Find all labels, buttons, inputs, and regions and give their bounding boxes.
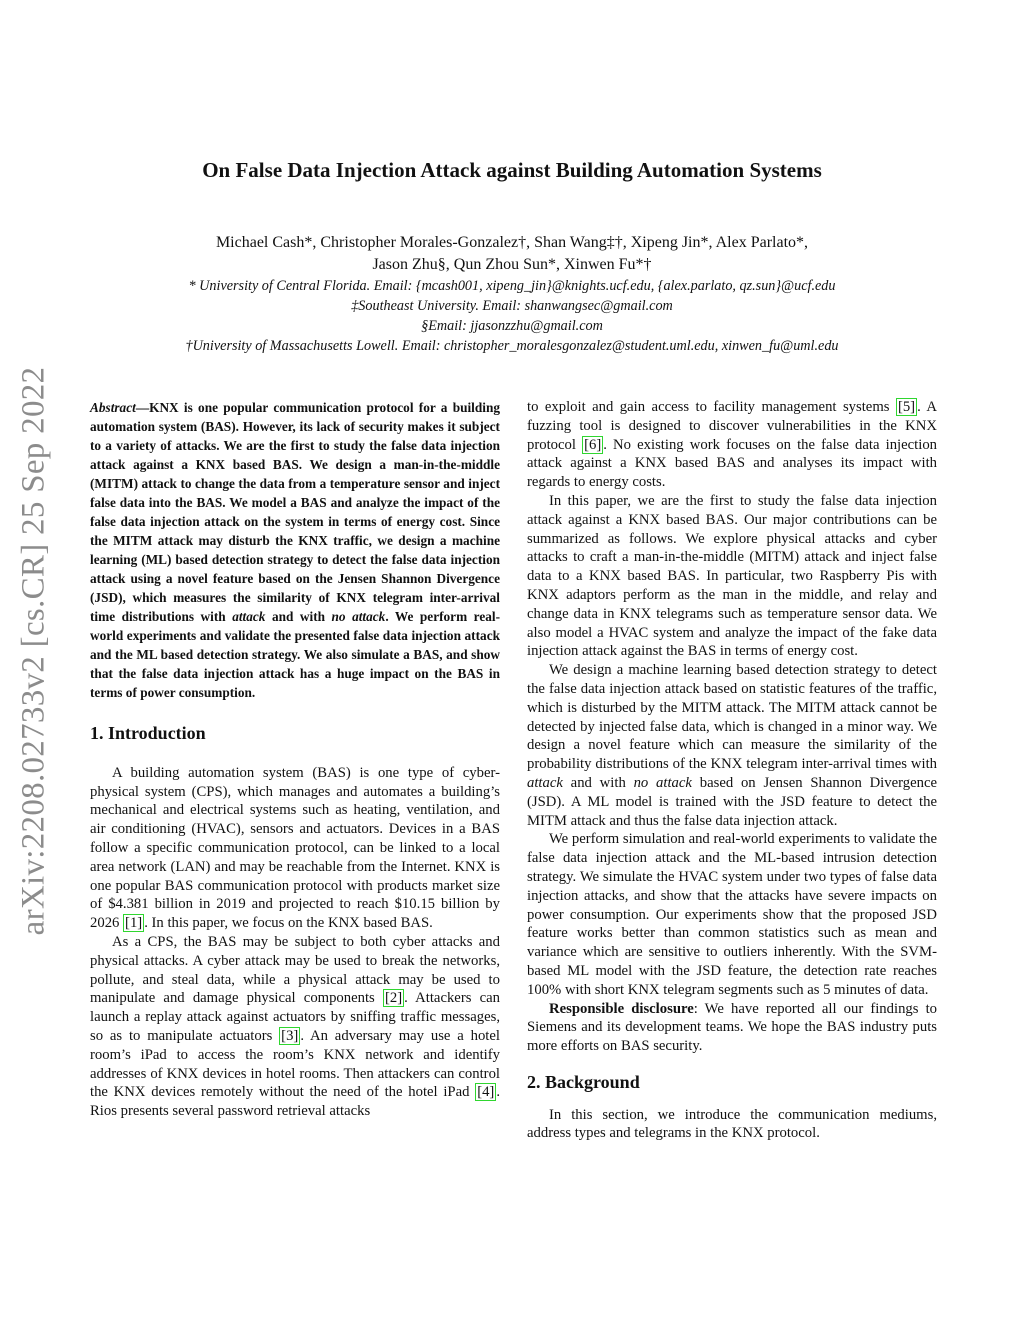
citation-link-5[interactable]: [5] (897, 399, 916, 415)
intro-paragraph-1 (90, 764, 500, 933)
intro-p3-text-c: . No existing work focuses on the false data injection attack against a KNX based BAS and analyses its impact with regards to energy costs. (527, 436, 938, 491)
intro-p3-text-a: to exploit and gain access to facility management systems (527, 399, 896, 415)
paper-title: On False Data Injection Attack against Building Automation Systems (202, 158, 822, 182)
affiliation-email: §Email: jjasonzzhu@gmail.com (421, 318, 603, 334)
right-column (527, 398, 937, 1143)
intro-p5-text-c: based on Jensen Shannon Divergence (JSD). A ML model is trained with the JSD feature to detect the MITM attack and thus the false data injection attack. (527, 774, 937, 829)
left-column (90, 398, 500, 1121)
intro-p2-text-d: . Rios presents several password retrieval attacks (90, 1084, 500, 1120)
intro-paragraph-2 (90, 933, 500, 1121)
intro-paragraph-4: In this paper, we are the first to study the false data injection attack against a KNX based BAS. Our major contributions can be summarized as follows. We explore physical attacks and cyber attacks to craft a man-in-the-middle (MITM) attack and inject false data to a KNX based BAS. In particular, two Raspberry Pis with KNX adaptors perform as the man in the middle, and relay and change data in KNX telegrams such as temperature sensor data. We also model a HVAC system and analyze the impact of the fake data injection attack against the BAS in terms of energy cost. (527, 492, 937, 660)
affiliations (80, 276, 944, 356)
authors-line-2: Jason Zhu§, Qun Zhou Sun*, Xinwen Fu*† (372, 256, 652, 273)
author-list (100, 232, 924, 276)
responsible-disclosure-label: Responsible disclosure (549, 1000, 694, 1017)
background-heading: 2. Background (527, 1071, 640, 1092)
intro-p2-text-a: As a CPS, the BAS may be subject to both cyber attacks and physical attacks. A cyber attack may be used to break the networks, pollute, and steal data, while a physical attack may be used to manipulate and damage physical components (90, 933, 500, 1007)
citation-link-2[interactable]: [2] (384, 990, 403, 1007)
citation-link-1[interactable]: [1] (125, 915, 143, 932)
introduction-heading: 1. Introduction (90, 723, 206, 743)
intro-paragraph-3 (527, 398, 937, 492)
arxiv-identifier: arXiv:2208.02733v2 [cs.CR] 25 Sep 2022 (15, 366, 52, 936)
authors-line-1: Michael Cash*, Christopher Morales-Gonzalez†, Shan Wang‡†, Xipeng Jin*, Alex Parlato*, (215, 234, 809, 251)
intro-p5-em-no-attack: no attack (633, 774, 692, 791)
abstract-label: Abstract (90, 400, 136, 415)
intro-p5-text-a: We design a machine learning based detection strategy to detect the false data injection attack based on statistic features of the traffic, which is disturbed by the MITM attack. The MITM attack cannot be detected by injected false data, which is changed in a minor way. We design a novel feature which can measure the similarity of the probability distributions of the KNX telegram inter-arrival times with (527, 662, 937, 773)
abstract-text-3: . We perform real-world experiments and validate the presented false data injection attack and the ML based detection strategy. We also simulate a BAS, and show that the false data injection attack has a huge impact on the BAS in terms of power consumption. (90, 609, 500, 700)
affiliation-umass: †University of Massachusetts Lowell. Email: christopher_moralesgonzalez@student.uml.edu, xinwen_fu@uml.edu (185, 338, 839, 354)
affiliation-ucf: * University of Central Florida. Email: {mcash001, xipeng_jin}@knights.ucf.edu, {alex.parlato, qz.sun}@ucf.edu (188, 278, 836, 294)
intro-paragraph-7 (527, 1000, 937, 1056)
affiliation-southeast: ‡Southeast University. Email: shanwangsec@gmail.com (351, 298, 673, 314)
abstract-text-2: and with (265, 609, 332, 624)
abstract (90, 398, 500, 702)
intro-p3-text-b: . A fuzzing tool is designed to discover vulnerabilities in the KNX protocol (527, 399, 938, 453)
intro-paragraph-5 (527, 661, 937, 830)
responsible-disclosure-text: : We have reported all our findings to Siemens and its development teams. We hope the BAS industry puts more efforts on BAS security. (527, 1000, 937, 1055)
intro-p1-text-b: . In this paper, we focus on the KNX based BAS. (144, 915, 433, 932)
abstract-text-1: —KNX is one popular communication protocol for a building automation system (BAS). However, its lack of security makes it subject to a variety of attacks. We are the first to study the false data injection attack against a KNX based BAS. We design a man-in-the-middle (MITM) attack to change the data from a temperature sensor and inject false data into the BAS. We model a BAS and analyze the impact of the false data injection attack on the system in terms of energy cost. Since the MITM attack may disturb the KNX traffic, we design a machine learning (ML) based detection strategy to detect the false data injection attack using a novel feature based on the Jensen Shannon Divergence (JSD), which measures the similarity of KNX telegram inter-arrival time distributions with (90, 400, 500, 624)
citation-link-3[interactable]: [3] (281, 1027, 299, 1044)
intro-paragraph-6: We perform simulation and real-world experiments to validate the false data injection attack and the ML-based intrusion detection strategy. We simulate the HVAC system under two types of false data injection attacks, and show that the attacks have severe impacts on power consumption. Our experiments show that the proposed JSD feature works better than common statistics such as mean and variance which are sensitive to outliers inherently. With the SVM-based ML model with the JSD feature, the detection rate reaches 100% with short KNX telegram segments such as 5 minutes of data. (527, 831, 937, 998)
abstract-em-attack: attack (232, 609, 266, 624)
intro-p2-text-c: . An adversary may use a hotel room’s iPad to access the room’s KNX network and identify addresses of KNX devices in hotel rooms. Then attackers can control the KNX devices remotely without the need of the hotel iPad (90, 1027, 500, 1101)
citation-link-4[interactable]: [4] (477, 1084, 495, 1101)
background-paragraph-1: In this section, we introduce the communication mediums, address types and telegrams in the KNX protocol. (527, 1106, 937, 1142)
intro-p2-text-b: . Attackers can launch a replay attack against actuators by sniffing traffic messages, so as to manipulate actuators (90, 990, 500, 1044)
intro-p5-text-b: and with (562, 774, 634, 791)
arxiv-sidebar (6, 352, 62, 950)
intro-p1-text-a: A building automation system (BAS) is one type of cyber-physical system (CPS), which manages and automates a building’s mechanical and electrical systems such as heating, ventilation, and air conditioning (HVAC), sensors and actuators. Devices in a BAS follow a specific communication protocol, can be linked to a local area network (LAN) and may be reachable from the Internet. KNX is one popular BAS communication protocol with products market size of $4.381 billion in 2019 and projected to reach $10.15 billion by 2026 (90, 764, 500, 932)
abstract-em-no-attack: no attack (331, 609, 386, 624)
intro-p5-em-attack: attack (527, 774, 563, 791)
citation-link-6[interactable]: [6] (584, 436, 602, 453)
